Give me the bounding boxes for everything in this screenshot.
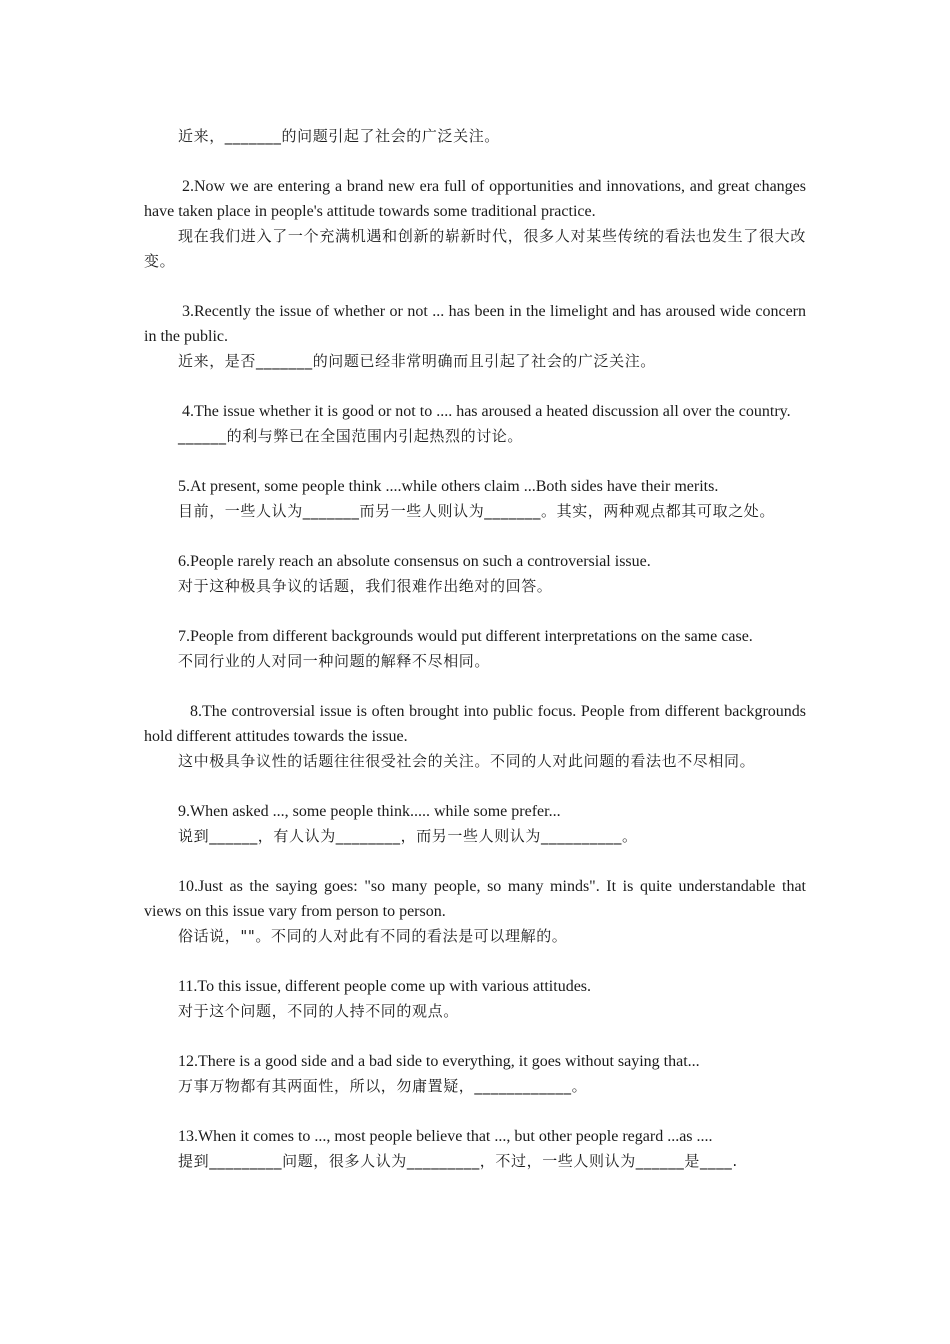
phrase-zh: 这中极具争议性的话题往往很受社会的关注。不同的人对此问题的看法也不尽相同。 — [178, 752, 756, 770]
phrase-zh: 目前，一些人认为_______而另一些人则认为_______。其实，两种观点都其可取之处。 — [178, 502, 776, 520]
phrase-en: 5.At present, some people think ....while others claim ...Both sides have their merits. — [178, 478, 719, 495]
paragraph-gap — [144, 774, 806, 799]
phrase-zh: 说到______，有人认为________，而另一些人则认为__________。 — [178, 827, 638, 845]
phrase-en: 9.When asked ..., some people think..... while some prefer... — [178, 803, 561, 820]
phrase-zh: 不同行业的人对同一种问题的解释不尽相同。 — [178, 652, 491, 670]
phrase-item-6 — [144, 549, 806, 599]
phrase-en: 6.People rarely reach an absolute consensus on such a controversial issue. — [178, 553, 651, 570]
phrase-item-11 — [144, 974, 806, 1024]
phrase-zh: 近来，是否_______的问题已经非常明确而且引起了社会的广泛关注。 — [178, 352, 656, 370]
phrase-en: 13.When it comes to ..., most people believe that ..., but other people regard ...as .... — [178, 1128, 713, 1145]
phrase-en: 3.Recently the issue of whether or not ... has been in the limelight and has aroused wide concern in the public. — [144, 303, 806, 345]
intro-zh-line: 近来，_______的问题引起了社会的广泛关注。 — [178, 127, 500, 145]
paragraph-gap — [144, 449, 806, 474]
phrase-item-2 — [144, 174, 806, 274]
phrase-zh: 现在我们进入了一个充满机遇和创新的崭新时代，很多人对某些传统的看法也发生了很大改变。 — [144, 227, 806, 270]
paragraph-gap — [144, 599, 806, 624]
phrase-zh: 提到_________问题，很多人认为_________，不过，一些人则认为______是____. — [178, 1152, 738, 1170]
phrase-zh: 万事万物都有其两面性，所以，勿庸置疑，____________。 — [178, 1077, 588, 1095]
phrase-en: 10.Just as the saying goes: "so many people, so many minds". It is quite understandable that views on this issue vary from person to person. — [144, 878, 806, 920]
phrase-en: 4.The issue whether it is good or not to .... has aroused a heated discussion all over the country. — [182, 403, 791, 420]
phrase-item-4 — [144, 399, 806, 449]
paragraph-gap — [144, 274, 806, 299]
phrase-en: 2.Now we are entering a brand new era full of opportunities and innovations, and great changes have taken place in people's attitude towards some traditional practice. — [144, 178, 806, 220]
phrase-item-5 — [144, 474, 806, 524]
phrase-zh: ______的利与弊已在全国范围内引起热烈的讨论。 — [178, 427, 524, 445]
paragraph-gap — [144, 674, 806, 699]
phrase-en: 12.There is a good side and a bad side to everything, it goes without saying that... — [178, 1053, 700, 1070]
paragraph-gap — [144, 374, 806, 399]
paragraph-gap — [144, 524, 806, 549]
phrase-item-8 — [144, 699, 806, 774]
phrase-zh: 对于这种极具争议的话题，我们很难作出绝对的回答。 — [178, 577, 553, 595]
phrase-en: 11.To this issue, different people come up with various attitudes. — [178, 978, 592, 995]
phrase-item-9 — [144, 799, 806, 849]
paragraph-gap — [144, 149, 806, 174]
paragraph-gap — [144, 1099, 806, 1124]
phrase-zh: 对于这个问题，不同的人持不同的观点。 — [178, 1002, 459, 1020]
paragraph-gap — [144, 1024, 806, 1049]
paragraph-gap — [144, 849, 806, 874]
phrase-item-10 — [144, 874, 806, 949]
phrase-item-3 — [144, 299, 806, 374]
phrase-en: 7.People from different backgrounds would put different interpretations on the same case. — [178, 628, 753, 645]
phrase-item-12 — [144, 1049, 806, 1099]
phrase-item-7 — [144, 624, 806, 674]
phrase-zh: 俗话说，""。不同的人对此有不同的看法是可以理解的。 — [178, 927, 568, 945]
paragraph-gap — [144, 949, 806, 974]
phrase-en: 8.The controversial issue is often brought into public focus. People from different backgrounds hold different attitudes towards the issue. — [144, 703, 806, 745]
document-body — [144, 124, 806, 1174]
phrase-item-13 — [144, 1124, 806, 1174]
